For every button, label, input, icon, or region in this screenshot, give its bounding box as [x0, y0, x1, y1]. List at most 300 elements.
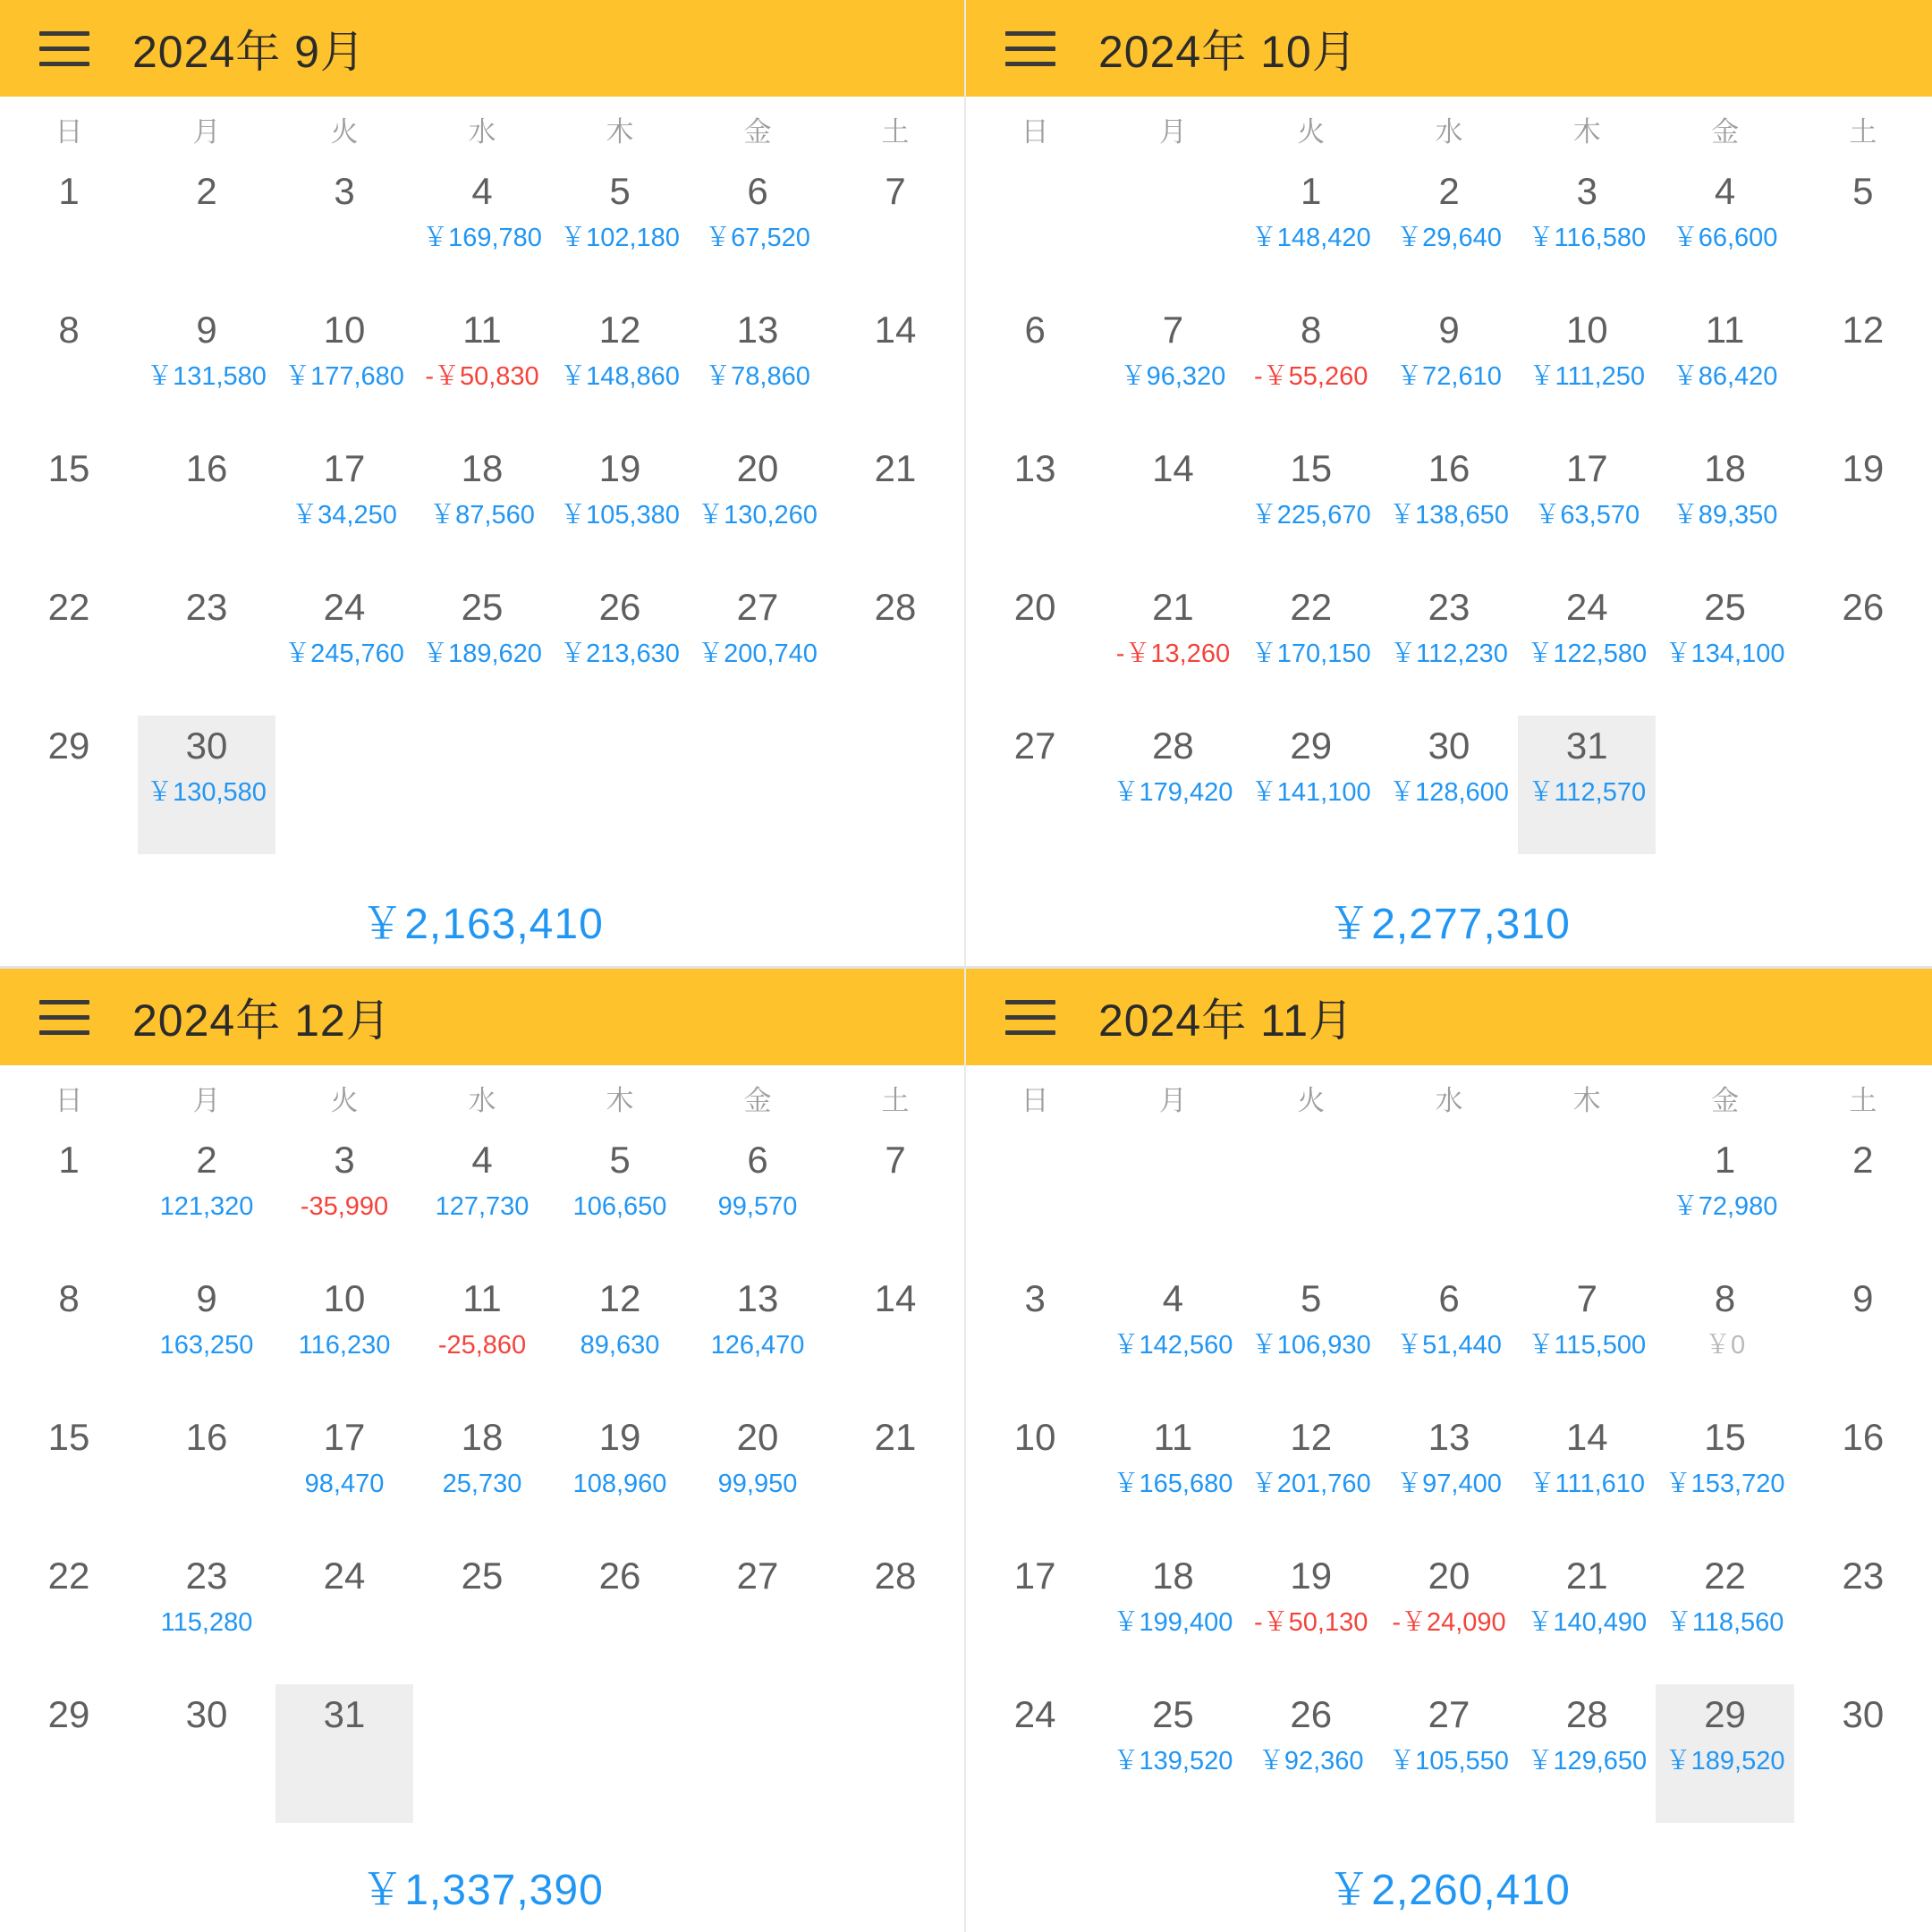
day-cell[interactable]	[966, 577, 1104, 716]
day-number: 19	[1842, 447, 1885, 489]
week-row	[0, 716, 964, 854]
day-number: 8	[58, 1277, 80, 1319]
day-number: 2	[1852, 1139, 1874, 1181]
day-number: 12	[1290, 1416, 1333, 1458]
day-number: 4	[471, 1139, 493, 1181]
day-amount: ￥245,760	[284, 640, 404, 669]
day-cell-empty	[1104, 161, 1241, 300]
weekday-label: 木	[606, 115, 634, 148]
day-amount: ￥130,260	[698, 501, 818, 530]
weekday-label: 土	[881, 1084, 910, 1116]
day-number: 2	[196, 1139, 217, 1181]
day-cell[interactable]	[0, 300, 138, 438]
day-cell[interactable]	[1518, 438, 1656, 577]
day-cell[interactable]	[1104, 1546, 1241, 1684]
day-amount: ￥142,560	[1113, 1331, 1233, 1360]
day-amount: ￥111,610	[1529, 1470, 1646, 1499]
calendar-panel-october	[966, 0, 1932, 966]
weekday-label: 水	[468, 115, 496, 148]
day-number: 6	[747, 1139, 768, 1181]
day-cell[interactable]	[1380, 577, 1518, 716]
day-cell-empty	[1518, 1130, 1656, 1268]
day-cell[interactable]	[1380, 438, 1518, 577]
day-amount: 99,570	[717, 1192, 798, 1222]
day-cell[interactable]	[1794, 438, 1932, 577]
week-row	[0, 577, 964, 716]
day-amount: ￥122,580	[1527, 640, 1648, 669]
day-amount: ￥170,150	[1250, 640, 1371, 669]
day-cell[interactable]	[1242, 716, 1380, 854]
day-cell[interactable]	[1242, 1684, 1380, 1823]
day-number: 27	[1013, 724, 1056, 767]
week-row	[966, 1684, 1932, 1823]
day-cell[interactable]	[1242, 1268, 1380, 1407]
day-cell[interactable]	[1656, 1130, 1793, 1268]
day-cell[interactable]	[413, 438, 551, 577]
day-amount: 106,650	[572, 1192, 667, 1222]
day-number: 6	[747, 170, 768, 212]
day-number: 6	[1438, 1277, 1460, 1319]
day-number: 25	[461, 586, 504, 628]
day-number: 4	[1162, 1277, 1184, 1319]
day-cell[interactable]	[1242, 577, 1380, 716]
day-cell[interactable]	[551, 577, 689, 716]
month-total-value: ￥2,277,310	[1327, 900, 1571, 948]
day-cell[interactable]	[966, 1407, 1104, 1546]
day-amount: ￥177,680	[284, 362, 404, 392]
day-cell[interactable]	[1242, 300, 1380, 438]
day-cell[interactable]	[1380, 1268, 1518, 1407]
day-number: 25	[1704, 586, 1746, 628]
day-number: 2	[1438, 170, 1460, 212]
day-cell[interactable]	[1104, 438, 1241, 577]
day-cell[interactable]	[0, 716, 138, 854]
week-row	[966, 1268, 1932, 1407]
day-number: 31	[1565, 724, 1608, 767]
day-cell[interactable]	[551, 1546, 689, 1684]
day-number: 26	[598, 586, 641, 628]
day-number: 11	[462, 309, 502, 351]
week-row	[0, 1546, 964, 1684]
day-cell[interactable]	[1656, 300, 1793, 438]
day-cell-empty	[1794, 716, 1932, 854]
day-cell[interactable]	[966, 716, 1104, 854]
month-total-row	[0, 1839, 964, 1932]
day-amount: ￥138,650	[1389, 501, 1509, 530]
day-number: 17	[1013, 1555, 1056, 1597]
day-number: 15	[47, 447, 90, 489]
week-row	[966, 577, 1932, 716]
day-cell[interactable]	[826, 1546, 964, 1684]
day-cell[interactable]	[1104, 716, 1241, 854]
hamburger-icon[interactable]	[39, 1000, 89, 1035]
day-cell[interactable]	[689, 300, 826, 438]
day-cell[interactable]	[689, 1130, 826, 1268]
day-cell[interactable]	[0, 1268, 138, 1407]
day-number: 9	[1438, 309, 1460, 351]
day-amount: ￥92,360	[1258, 1747, 1364, 1776]
day-number: 10	[1013, 1416, 1056, 1458]
day-number: 21	[874, 447, 917, 489]
weekday-label: 火	[330, 1084, 359, 1116]
day-number: 7	[1162, 309, 1184, 351]
day-number: 3	[1024, 1277, 1046, 1319]
day-cell[interactable]	[1380, 1546, 1518, 1684]
weekday-header-row	[0, 97, 964, 161]
day-number: 3	[1576, 170, 1597, 212]
day-amount: 89,630	[580, 1331, 660, 1360]
day-cell[interactable]	[1242, 438, 1380, 577]
day-number: 16	[185, 447, 228, 489]
day-number: 27	[736, 1555, 779, 1597]
day-cell[interactable]	[1794, 577, 1932, 716]
weekday-label: 月	[192, 115, 221, 148]
day-cell[interactable]	[413, 1268, 551, 1407]
panel-header	[0, 969, 964, 1065]
day-amount: -￥24,090	[1392, 1608, 1506, 1638]
weekday-label: 土	[881, 115, 910, 148]
week-row	[966, 1546, 1932, 1684]
day-cell[interactable]	[1104, 577, 1241, 716]
day-cell-empty	[551, 716, 689, 854]
day-amount: ￥139,520	[1113, 1747, 1233, 1776]
day-number: 20	[736, 447, 779, 489]
day-cell[interactable]	[138, 300, 275, 438]
day-cell[interactable]	[275, 577, 413, 716]
day-cell[interactable]	[1518, 1407, 1656, 1546]
day-cell[interactable]	[413, 1407, 551, 1546]
day-amount: ￥131,580	[147, 362, 267, 392]
day-cell[interactable]	[1518, 716, 1656, 854]
day-cell[interactable]	[413, 161, 551, 300]
day-cell[interactable]	[689, 577, 826, 716]
day-amount: ￥200,740	[698, 640, 818, 669]
day-cell[interactable]	[551, 1130, 689, 1268]
day-cell[interactable]	[689, 1407, 826, 1546]
weekday-header-row	[0, 1065, 964, 1130]
week-row	[966, 1407, 1932, 1546]
day-cell[interactable]	[1794, 1546, 1932, 1684]
weekday-label: 日	[55, 1084, 83, 1116]
day-amount: 25,730	[442, 1470, 522, 1499]
day-number: 8	[1301, 309, 1322, 351]
day-cell[interactable]	[275, 1130, 413, 1268]
day-amount: ￥140,490	[1527, 1608, 1648, 1638]
day-number: 27	[1428, 1693, 1470, 1735]
day-cell[interactable]	[551, 438, 689, 577]
weekday-label: 木	[1572, 1084, 1601, 1116]
day-cell[interactable]	[1794, 1130, 1932, 1268]
day-amount: ￥96,320	[1120, 362, 1226, 392]
day-amount: ￥225,670	[1250, 501, 1371, 530]
day-cell[interactable]	[1656, 1684, 1793, 1823]
day-cell[interactable]	[689, 1268, 826, 1407]
day-cell[interactable]	[826, 161, 964, 300]
day-cell[interactable]	[0, 438, 138, 577]
day-cell[interactable]	[1656, 1268, 1793, 1407]
day-cell-empty	[1242, 1130, 1380, 1268]
weeks-container	[0, 161, 964, 873]
day-amount: ￥129,650	[1527, 1747, 1648, 1776]
day-amount: ￥189,620	[422, 640, 542, 669]
day-cell[interactable]	[1104, 1407, 1241, 1546]
day-cell-empty	[689, 716, 826, 854]
day-number: 22	[1290, 586, 1333, 628]
day-cell[interactable]	[551, 300, 689, 438]
week-row	[0, 1130, 964, 1268]
day-number: 21	[874, 1416, 917, 1458]
day-amount: ￥72,610	[1396, 362, 1502, 392]
day-number: 31	[323, 1693, 366, 1735]
day-number: 2	[196, 170, 217, 212]
day-cell[interactable]	[0, 1546, 138, 1684]
day-cell-empty	[826, 716, 964, 854]
day-cell-empty	[689, 1684, 826, 1823]
day-cell[interactable]	[826, 1130, 964, 1268]
day-cell[interactable]	[1518, 1546, 1656, 1684]
day-cell[interactable]	[138, 1407, 275, 1546]
day-number: 11	[1153, 1416, 1193, 1458]
day-cell[interactable]	[138, 1268, 275, 1407]
week-row	[0, 300, 964, 438]
weekday-label: 月	[1158, 1084, 1187, 1116]
day-number: 5	[609, 170, 631, 212]
day-cell[interactable]	[275, 438, 413, 577]
day-number: 8	[58, 309, 80, 351]
day-number: 5	[1301, 1277, 1322, 1319]
day-cell[interactable]	[1104, 1684, 1241, 1823]
day-cell[interactable]	[0, 161, 138, 300]
day-cell[interactable]	[1380, 300, 1518, 438]
day-cell[interactable]	[138, 1546, 275, 1684]
day-number: 30	[185, 724, 228, 767]
day-cell[interactable]	[1242, 161, 1380, 300]
day-number: 18	[1152, 1555, 1194, 1597]
day-cell[interactable]	[551, 1268, 689, 1407]
day-cell[interactable]	[1518, 577, 1656, 716]
day-number: 29	[47, 1693, 90, 1735]
day-amount: ￥118,560	[1665, 1608, 1784, 1638]
weekday-label: 火	[1297, 1084, 1326, 1116]
day-number: 26	[598, 1555, 641, 1597]
day-amount: ￥106,930	[1250, 1331, 1371, 1360]
day-cell[interactable]	[1794, 1407, 1932, 1546]
day-amount: ￥111,250	[1529, 362, 1646, 392]
day-number: 23	[185, 1555, 228, 1597]
day-amount: 116,230	[298, 1331, 391, 1360]
day-cell[interactable]	[413, 300, 551, 438]
day-number: 24	[323, 586, 366, 628]
day-number: 14	[1152, 447, 1194, 489]
day-cell[interactable]	[0, 1407, 138, 1546]
day-cell[interactable]	[138, 1684, 275, 1823]
day-cell[interactable]	[826, 1407, 964, 1546]
day-amount: ￥29,640	[1396, 224, 1502, 253]
day-amount: ￥51,440	[1396, 1331, 1502, 1360]
day-number: 22	[47, 1555, 90, 1597]
day-number: 20	[1013, 586, 1056, 628]
day-cell[interactable]	[138, 1130, 275, 1268]
day-number: 5	[609, 1139, 631, 1181]
day-cell[interactable]	[1656, 577, 1793, 716]
day-cell-empty	[1656, 716, 1793, 854]
day-cell[interactable]	[1518, 1684, 1656, 1823]
day-cell[interactable]	[826, 1268, 964, 1407]
day-number: 19	[1290, 1555, 1333, 1597]
day-cell[interactable]	[1656, 1407, 1793, 1546]
day-number: 27	[736, 586, 779, 628]
day-amount: 121,320	[159, 1192, 254, 1222]
day-number: 10	[1565, 309, 1608, 351]
day-amount: ￥179,420	[1113, 778, 1233, 808]
day-amount: 99,950	[717, 1470, 798, 1499]
page-title: 2024年 11月	[1098, 996, 1355, 1046]
day-number: 1	[58, 1139, 80, 1181]
day-number: 1	[1714, 1139, 1736, 1181]
day-cell[interactable]	[551, 1407, 689, 1546]
day-amount: ￥128,600	[1389, 778, 1509, 808]
day-number: 17	[323, 1416, 366, 1458]
day-cell[interactable]	[0, 577, 138, 716]
day-number: 23	[1428, 586, 1470, 628]
week-row	[0, 161, 964, 300]
day-cell[interactable]	[966, 1684, 1104, 1823]
day-cell[interactable]	[1794, 1684, 1932, 1823]
hamburger-icon[interactable]	[1005, 31, 1055, 66]
day-number: 18	[461, 447, 504, 489]
day-cell[interactable]	[1380, 716, 1518, 854]
day-amount: 108,960	[572, 1470, 667, 1499]
day-amount: ￥141,100	[1250, 778, 1371, 808]
weeks-container	[966, 1130, 1932, 1839]
day-cell[interactable]	[1380, 161, 1518, 300]
day-cell[interactable]	[1656, 1546, 1793, 1684]
day-cell[interactable]	[966, 438, 1104, 577]
day-cell[interactable]	[138, 161, 275, 300]
day-cell[interactable]	[275, 1546, 413, 1684]
day-cell[interactable]	[826, 300, 964, 438]
day-number: 9	[196, 309, 217, 351]
day-number: 30	[1842, 1693, 1885, 1735]
day-number: 23	[1842, 1555, 1885, 1597]
day-cell[interactable]	[275, 1684, 413, 1823]
day-amount: ￥89,350	[1672, 501, 1778, 530]
day-cell[interactable]	[689, 438, 826, 577]
week-row	[966, 716, 1932, 854]
day-amount: -￥50,830	[425, 362, 539, 392]
day-number: 20	[1428, 1555, 1470, 1597]
hamburger-icon[interactable]	[1005, 1000, 1055, 1035]
day-amount: -25,860	[437, 1331, 527, 1360]
day-amount: 115,280	[160, 1608, 253, 1638]
day-cell[interactable]	[1656, 161, 1793, 300]
day-number: 17	[1565, 447, 1608, 489]
day-amount: ￥189,520	[1665, 1747, 1785, 1776]
month-total-value: ￥2,260,410	[1327, 1866, 1571, 1914]
day-number: 14	[1565, 1416, 1608, 1458]
day-number: 30	[1428, 724, 1470, 767]
day-number: 16	[185, 1416, 228, 1458]
day-cell[interactable]	[689, 161, 826, 300]
day-cell[interactable]	[1656, 438, 1793, 577]
week-row	[966, 438, 1932, 577]
day-cell[interactable]	[413, 1130, 551, 1268]
day-cell[interactable]	[0, 1684, 138, 1823]
week-row	[0, 438, 964, 577]
day-cell-empty	[413, 716, 551, 854]
day-number: 7	[885, 170, 906, 212]
day-number: 18	[461, 1416, 504, 1458]
day-cell[interactable]	[1104, 300, 1241, 438]
day-cell[interactable]	[275, 161, 413, 300]
day-cell[interactable]	[413, 577, 551, 716]
weekday-label: 土	[1849, 115, 1877, 148]
day-cell[interactable]	[966, 1546, 1104, 1684]
day-cell[interactable]	[826, 577, 964, 716]
day-cell[interactable]	[275, 1407, 413, 1546]
week-row	[0, 1407, 964, 1546]
day-amount: ￥63,570	[1534, 501, 1640, 530]
day-number: 30	[185, 1693, 228, 1735]
day-cell[interactable]	[1518, 1268, 1656, 1407]
day-cell[interactable]	[1380, 1684, 1518, 1823]
day-number: 15	[1290, 447, 1333, 489]
day-cell[interactable]	[689, 1546, 826, 1684]
day-number: 28	[1152, 724, 1194, 767]
day-cell[interactable]	[138, 716, 275, 854]
day-number: 12	[1842, 309, 1885, 351]
day-cell[interactable]	[966, 1268, 1104, 1407]
day-cell-empty	[1104, 1130, 1241, 1268]
day-number: 13	[736, 1277, 779, 1319]
day-number: 9	[196, 1277, 217, 1319]
day-cell[interactable]	[138, 577, 275, 716]
day-number: 21	[1152, 586, 1194, 628]
hamburger-icon[interactable]	[39, 31, 89, 66]
day-amount: ￥148,860	[560, 362, 680, 392]
day-cell[interactable]	[551, 161, 689, 300]
day-cell[interactable]	[826, 438, 964, 577]
day-cell-empty	[413, 1684, 551, 1823]
day-cell[interactable]	[138, 438, 275, 577]
day-cell[interactable]	[966, 300, 1104, 438]
day-cell[interactable]	[1242, 1407, 1380, 1546]
day-number: 1	[58, 170, 80, 212]
day-cell[interactable]	[0, 1130, 138, 1268]
month-total-value: ￥2,163,410	[360, 900, 604, 948]
day-cell[interactable]	[1794, 161, 1932, 300]
day-cell[interactable]	[1104, 1268, 1241, 1407]
day-number: 10	[323, 309, 366, 351]
month-total-value: ￥1,337,390	[360, 1866, 604, 1914]
day-cell[interactable]	[1794, 1268, 1932, 1407]
day-cell[interactable]	[1518, 161, 1656, 300]
day-cell[interactable]	[1518, 300, 1656, 438]
day-number: 19	[598, 1416, 641, 1458]
weekday-label: 水	[1435, 1084, 1463, 1116]
day-amount: -￥50,130	[1254, 1608, 1368, 1638]
day-amount: ￥169,780	[422, 224, 542, 253]
day-cell[interactable]	[1242, 1546, 1380, 1684]
day-cell[interactable]	[1794, 300, 1932, 438]
day-amount: ￥34,250	[292, 501, 397, 530]
day-cell[interactable]	[1380, 1407, 1518, 1546]
day-cell[interactable]	[413, 1546, 551, 1684]
day-cell[interactable]	[275, 300, 413, 438]
calendar-panel-december	[0, 966, 966, 1932]
week-row	[966, 161, 1932, 300]
day-cell[interactable]	[275, 1268, 413, 1407]
